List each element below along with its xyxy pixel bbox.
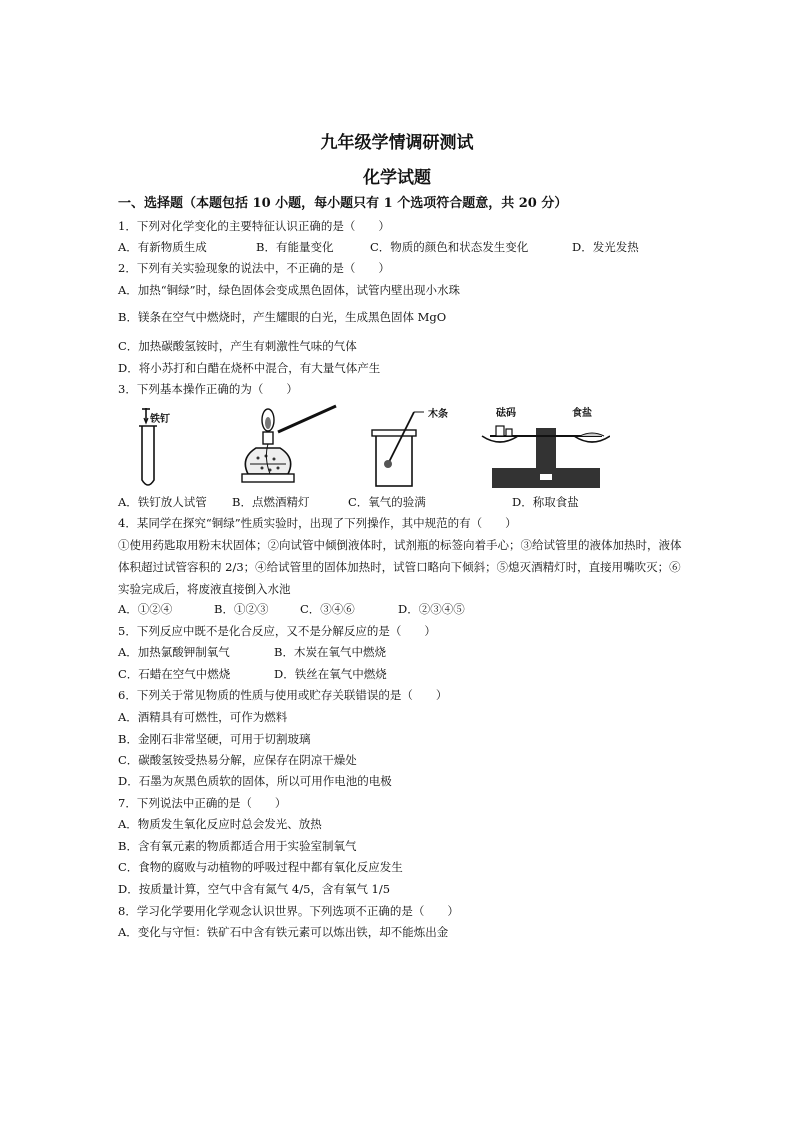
question-3-option-a: A．铁钉放人试管 — [118, 495, 207, 509]
question-4-option-a: A．①②④ — [118, 602, 173, 616]
question-1-option-d: D．发光发热 — [572, 240, 639, 254]
question-4-option-c: C．③④⑥ — [300, 602, 355, 616]
question-6-stem: 6．下列关于常见物质的性质与使用或贮存关联错误的是（ ） — [118, 688, 448, 702]
question-1-stem: 1．下列对化学变化的主要特征认识正确的是（ ） — [118, 219, 390, 233]
question-4-stem: 4．某同学在探究“铜绿”性质实验时，出现了下列操作，其中规范的有（ ） — [118, 516, 517, 530]
question-6-option-c: C．碳酸氢铵受热易分解，应保存在阴凉干燥处 — [118, 753, 357, 767]
label-stick: 木条 — [428, 409, 448, 420]
question-2-option-a: A．加热“铜绿”时，绿色固体会变成黑色固体，试管内壁出现小水珠 — [118, 283, 461, 297]
question-3-option-c: C．氧气的验满 — [348, 495, 426, 509]
question-2-stem: 2．下列有关实验现象的说法中，不正确的是（ ） — [118, 261, 390, 275]
gas-jar-figure — [368, 408, 458, 490]
question-5-stem: 5．下列反应中既不是化合反应，又不是分解反应的是（ ） — [118, 624, 436, 638]
question-1-option-b: B．有能量变化 — [256, 240, 334, 254]
label-weight: 砝码 — [496, 408, 516, 419]
question-4-option-b: B．①②③ — [214, 602, 269, 616]
question-7-option-a: A．物质发生氧化反应时总会发光、放热 — [118, 817, 322, 831]
section-heading: 一、选择题（本题包括 10 小题，每小题只有 1 个选项符合题意，共 20 分） — [118, 196, 568, 211]
alcohol-lamp-figure — [236, 398, 346, 490]
label-salt: 食盐 — [572, 408, 592, 419]
question-7-option-c: C．食物的腐败与动植物的呼吸过程中都有氧化反应发生 — [118, 860, 403, 874]
question-2-option-d: D．将小苏打和白醋在烧杯中混合，有大量气体产生 — [118, 361, 381, 375]
question-1-option-a: A．有新物质生成 — [118, 240, 207, 254]
question-5-option-a: A．加热氯酸钾制氧气 — [118, 645, 230, 659]
question-4-option-d: D．②③④⑤ — [398, 602, 465, 616]
question-7-stem: 7．下列说法中正确的是（ ） — [118, 796, 287, 810]
question-4-body: ①使用药匙取用粉末状固体；②向试管中倾倒液体时，试剂瓶的标签向着手心；③给试管里的液体加热时，液体体积超过试管容积的 2/3；④给试管里的固体加热时，试管口略向下倾斜；⑤熄灭酒精灯时，直接用嘴吹灭；⑥实验完成后，将废液直接倒入水池 — [118, 538, 682, 596]
question-5-option-d: D．铁丝在氧气中燃烧 — [274, 667, 387, 681]
question-3-option-d: D．称取食盐 — [512, 495, 579, 509]
question-7-option-d: D．按质量计算，空气中含有氮气 4/5，含有氧气 1/5 — [118, 882, 391, 896]
exam-title: 九年级学情调研测试 — [320, 133, 474, 153]
question-7-option-b: B．含有氧元素的物质都适合用于实验室制氧气 — [118, 839, 357, 853]
question-2-option-b: B．镁条在空气中燃烧时，产生耀眼的白光，生成黑色固体 MgO — [118, 310, 447, 324]
question-3-stem: 3．下列基本操作正确的为（ ） — [118, 382, 298, 396]
question-6-option-d: D．石墨为灰黑色质软的固体，所以可用作电池的电极 — [118, 774, 392, 788]
question-3-option-b: B．点燃酒精灯 — [232, 495, 310, 509]
question-5-option-b: B．木炭在氧气中燃烧 — [274, 645, 386, 659]
question-2-option-c: C．加热碳酸氢铵时，产生有刺激性气味的气体 — [118, 339, 357, 353]
balance-figure — [480, 412, 610, 492]
question-8-option-a: A．变化与守恒：铁矿石中含有铁元素可以炼出铁，却不能炼出金 — [118, 925, 449, 939]
question-6-option-a: A．酒精具有可燃性，可作为燃料 — [118, 710, 288, 724]
exam-subtitle: 化学试题 — [363, 168, 431, 188]
question-6-option-b: B．金刚石非常坚硬，可用于切割玻璃 — [118, 732, 311, 746]
question-5-option-c: C．石蜡在空气中燃烧 — [118, 667, 231, 681]
question-1-option-c: C．物质的颜色和状态发生变化 — [370, 240, 529, 254]
label-nail: 铁钉 — [150, 414, 170, 425]
question-8-stem: 8．学习化学要用化学观念认识世界。下列选项不正确的是（ ） — [118, 904, 459, 918]
